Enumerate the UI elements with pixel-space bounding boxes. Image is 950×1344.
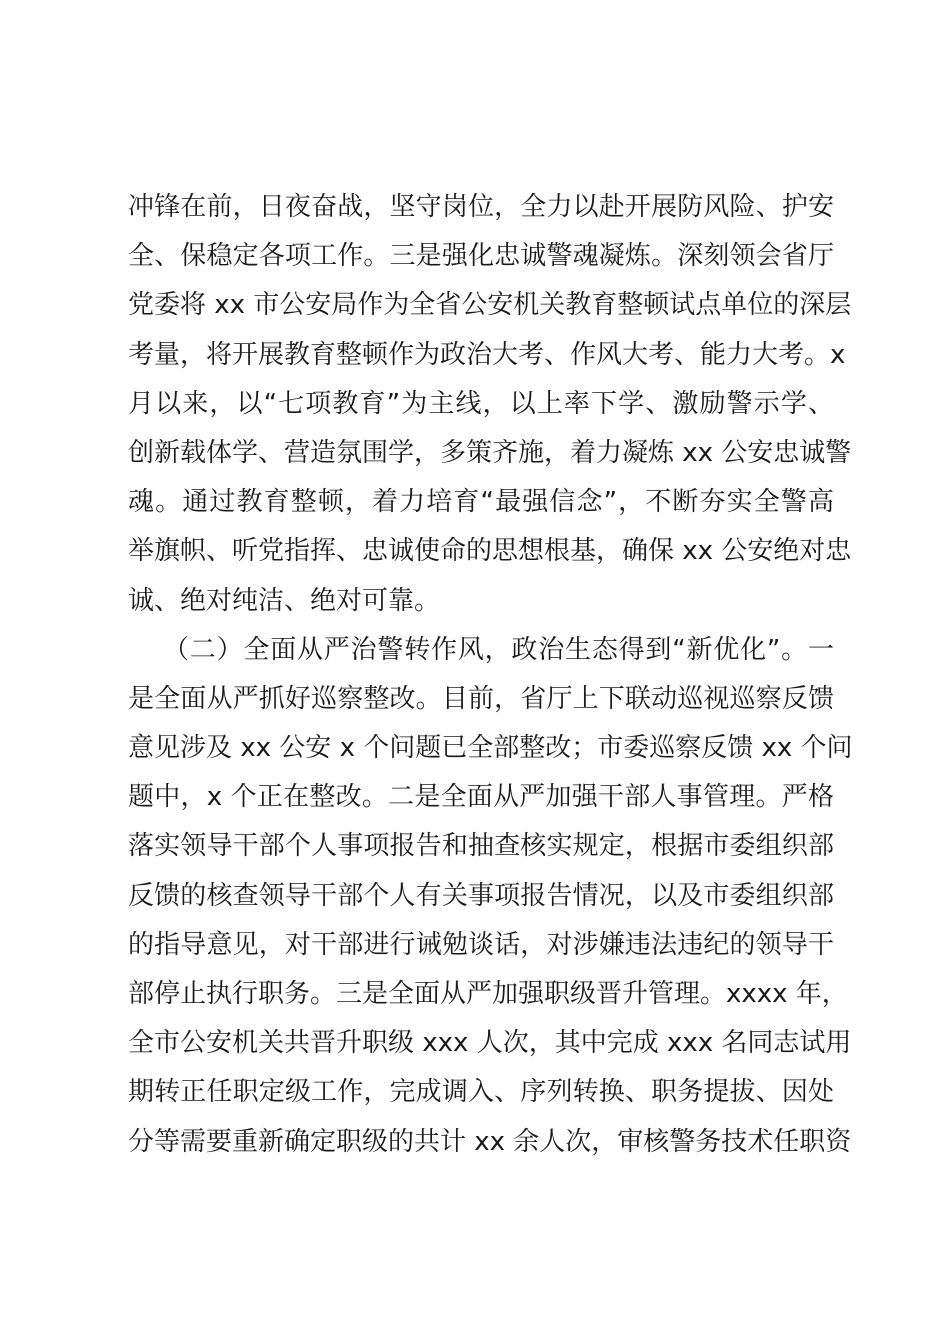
text-line: 创新载体学、营造氛围学，多策齐施，着力凝炼 xx 公安忠诚警 xyxy=(128,437,852,468)
text-line: 月以来，以“七项教育”为主线，以上率下学、激励警示学、 xyxy=(128,388,834,419)
text-line: 党委将 xx 市公安局作为全省公安机关教育整顿试点单位的深层 xyxy=(128,290,852,321)
text-line: 落实领导干部个人事项报告和抽查核实规定，根据市委组织部 xyxy=(128,831,834,862)
text-line: 反馈的核查领导干部个人有关事项报告情况，以及市委组织部 xyxy=(128,880,834,911)
text-line: 诚、绝对纯洁、绝对可靠。 xyxy=(128,585,441,616)
text-line: 举旗帜、听党指挥、忠诚使命的思想根基，确保 xx 公安绝对忠 xyxy=(128,536,852,567)
document-body xyxy=(128,183,853,1167)
text-line: 期转正任职定级工作，完成调入、序列转换、职务提拔、因处 xyxy=(128,1077,834,1108)
text-line: 分等需要重新确定职级的共计 xx 余人次，审核警务技术任职资 xyxy=(128,1126,852,1157)
paragraph-1 xyxy=(128,183,852,626)
text-line: 魂。通过教育整顿，着力培育“最强信念”，不断夯实全警高 xyxy=(128,487,834,518)
text-line: 冲锋在前，日夜奋战，坚守岗位，全力以赴开展防风险、护安 xyxy=(128,192,834,222)
text-line: 考量，将开展教育整顿作为政治大考、作风大考、能力大考。x xyxy=(128,339,846,370)
text-line: 部停止执行职务。三是全面从严加强职级晋升管理。xxxx 年， xyxy=(128,979,848,1009)
text-line: 是全面从严抓好巡察整改。目前，省厅上下联动巡视巡察反馈 xyxy=(128,683,834,714)
text-line: 的指导意见，对干部进行诫勉谈话，对涉嫌违法违纪的领导干 xyxy=(128,929,834,960)
text-line: （二）全面从严治警转作风，政治生态得到“新优化”。一 xyxy=(163,634,834,665)
text-line: 全、保稳定各项工作。三是强化忠诚警魂凝炼。深刻领会省厅 xyxy=(128,241,834,272)
text-line: 意见涉及 xx 公安 x 个问题已全部整改；市委巡察反馈 xx 个问 xyxy=(128,733,853,764)
text-line: 题中，x 个正在整改。二是全面从严加强干部人事管理。严格 xyxy=(128,782,834,813)
paragraph-2 xyxy=(128,626,853,1167)
text-line: 全市公安机关共晋升职级 xxx 人次，其中完成 xxx 名同志试用 xyxy=(128,1028,852,1059)
